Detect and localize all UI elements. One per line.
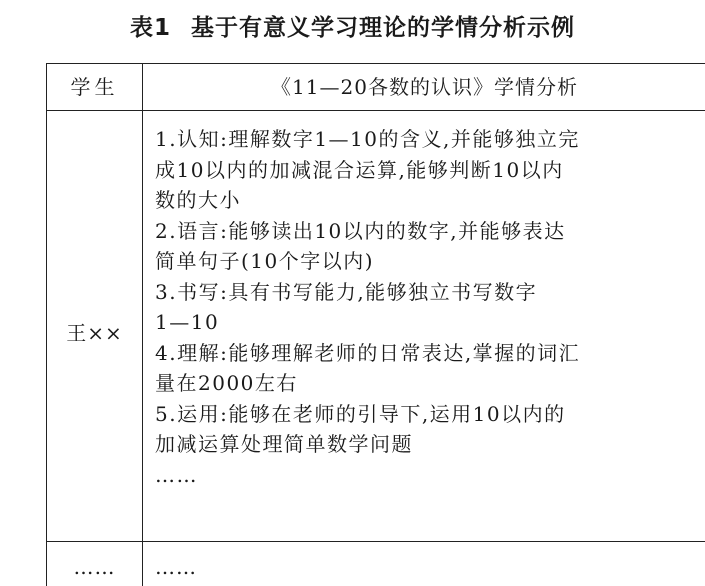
analysis-line: 2.语言:能够读出10以内的数字,并能够表达: [155, 218, 566, 243]
analysis-line: 1—10: [155, 310, 220, 334]
analysis-line: 量在2000左右: [155, 371, 298, 395]
analysis-line: 成10以内的加减混合运算,能够判断10以内: [155, 157, 564, 182]
header-analysis: 《11—20各数的认识》学情分析: [271, 75, 578, 99]
analysis-line: 数的大小: [155, 188, 241, 212]
header-student: 学生: [70, 75, 119, 99]
learning-analysis-table: [46, 63, 705, 586]
analysis-line: 加减运算处理简单数学问题: [155, 432, 413, 456]
student-name-cell: 王××: [66, 321, 123, 345]
table-caption: [0, 8, 705, 48]
column-divider: [142, 64, 143, 586]
header-row-divider: [47, 110, 705, 111]
table-number: 表1: [129, 15, 171, 41]
analysis-line: 3.书写:具有书写能力,能够独立书写数字: [155, 279, 538, 304]
analysis-cell: [155, 124, 700, 490]
ellipsis-analysis-cell: ……: [155, 555, 197, 579]
analysis-line: 1.认知:理解数字1—10的含义,并能够独立完: [155, 127, 580, 151]
table-title: 基于有意义学习理论的学情分析示例: [191, 15, 575, 41]
analysis-line: 4.理解:能够理解老师的日常表达,掌握的词汇: [155, 340, 581, 365]
analysis-line: 简单句子(10个字以内): [155, 249, 375, 273]
ellipsis-student-cell: ……: [73, 555, 116, 579]
analysis-line: ……: [155, 462, 198, 487]
row-divider: [47, 541, 705, 542]
analysis-line: 5.运用:能够在老师的引导下,运用10以内的: [155, 401, 566, 426]
